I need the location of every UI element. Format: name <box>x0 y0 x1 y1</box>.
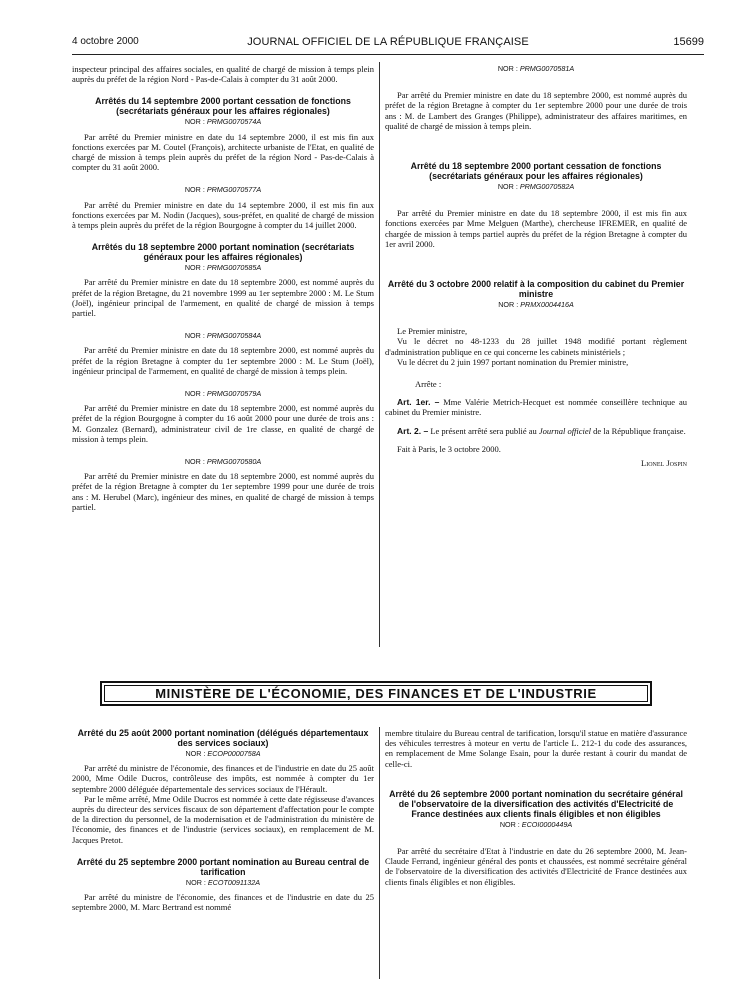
header-rule <box>72 54 704 55</box>
paragraph: Par arrêté du Premier ministre en date du 18 septembre 2000, est nommé auprès du préfet de la région Bretagne à compter du 1er septembre 1999 pour une durée de trois ans : M. Herubel (Marc), ingénieur des mines, en qualité de chargé de mission à temps partiel. <box>72 471 374 512</box>
nor-reference: NOR : ECOP0000758A <box>185 749 261 758</box>
nor-reference: NOR : PRMG0070584A <box>184 331 262 341</box>
nor-reference: NOR : PRMG0070579A <box>184 389 262 399</box>
article-2: Art. 2. – Le présent arrêté sera publié au Journal officiel de la République française. <box>397 425 686 436</box>
section-title: Arrêté du 25 août 2000 portant nomination (délégués départementaux des services sociaux) <box>77 728 369 748</box>
column-left-top <box>72 64 374 512</box>
column-right-bottom <box>385 728 687 887</box>
column-divider-top <box>379 62 380 647</box>
nor-reference: NOR : PRMG0070580A <box>184 457 262 467</box>
header-date: 4 octobre 2000 <box>72 36 139 47</box>
paragraph: Vu le décret du 2 juin 1997 portant nomination du Premier ministre, <box>397 356 629 367</box>
nor-reference: NOR : PRMG0070574A <box>184 117 262 127</box>
paragraph: membre titulaire du Bureau central de tarification, lorsqu'il statue en matière d'assurance des véhicules terrestres à moteur en vertu de l'article L. 212-1 du code des assurances, en remplacement de Mme Solange Esain, pour la durée restant à courir du mandat de celle-ci. <box>385 728 687 769</box>
column-left-bottom <box>72 728 374 912</box>
article-1: Art. 1er. – Mme Valérie Metrich-Hecquet est nommée conseillère technique au cabinet du Premier ministre. <box>385 397 687 418</box>
paragraph: Par arrêté du Premier ministre en date du 18 septembre 2000, il est mis fin aux fonctions exercées par Mme Melguen (Marthe), chercheuse IFREMER, en qualité de chargée de mission à temps partiel auprès du préfet de la région Bretagne à compter du 1er avril 2000. <box>385 208 687 249</box>
nor-reference: NOR : PRMG0070585A <box>184 263 262 273</box>
nor-reference: NOR : PRMX0004416A <box>498 300 574 310</box>
paragraph: Par arrêté du Premier ministre en date du 14 septembre 2000, il est mis fin aux fonctions exercées par M. Coutel (François), architecte urbaniste de l'Etat, en qualité de chargé de mission à temps plein auprès du préfet de la région Nord - Pas-de-Calais à compter du 31 août 2000. <box>72 131 374 173</box>
column-right-top <box>385 64 687 468</box>
paragraph: Par arrêté du Premier ministre en date du 18 septembre 2000, est nommé auprès du préfet de la région Bretagne à compter du 1er septembre 2000 : M. Le Stum (Joël), ingénieur principal de l'armement, en qualité de chargé de mission à temps plein. <box>72 345 374 376</box>
section-title: Arrêtés du 14 septembre 2000 portant cessation de fonctions (secrétariats généraux pour les affaires régionales) <box>95 96 351 117</box>
paragraph: Par le même arrêté, Mme Odile Ducros est nommée à cette date régisseuse d'avances auprès du directeur des services fiscaux de son département d'affectation pour le compte de la direction du personnel, de la modernisation et de l'administration du ministère de l'économie, des finances et de l'industrie (services sociaux), en remplacement de M. Jacques Pretot. <box>72 793 374 845</box>
paragraph: Le Premier ministre, <box>397 326 468 337</box>
column-divider-bottom <box>379 727 380 979</box>
section-title: Arrêté du 25 septembre 2000 portant nomination au Bureau central de tarification <box>76 856 370 877</box>
paragraph: inspecteur principal des affaires sociales, en qualité de chargé de mission à temps plein auprès du préfet de la région Nord - Pas-de-Calais à compter du 31 août 2000. <box>72 64 374 85</box>
paragraph: Par arrêté du ministre de l'économie, des finances et de l'industrie en date du 25 septembre 2000, M. Marc Bertrand est nommé <box>72 892 374 913</box>
ministry-banner: MINISTÈRE DE L'ÉCONOMIE, DES FINANCES ET DE L'INDUSTRIE <box>100 681 652 706</box>
nor-reference: NOR : ECOT0091132A <box>185 877 261 887</box>
section-title: Arrêtés du 18 septembre 2000 portant nomination (secrétariats généraux pour les affaires régionales) <box>91 242 355 263</box>
paragraph: Par arrêté du ministre de l'économie, des finances et de l'industrie en date du 25 août 2000, Mme Odile Ducros, contrôleuse des impôts, est nommée à compter du 1er septembre 2000 déléguée départementale des services sociaux de l'Hérault. <box>72 763 374 794</box>
page-header <box>72 36 704 52</box>
nor-reference: NOR : ECOI0000449A <box>499 819 573 829</box>
page-number: 15699 <box>673 36 704 48</box>
paragraph: Arrête : <box>415 379 442 390</box>
section-title: Arrêté du 3 octobre 2000 relatif à la composition du cabinet du Premier ministre <box>387 279 685 300</box>
paragraph: Vu le décret no 48-1233 du 28 juillet 1948 modifié portant règlement d'administration publique en ce qui concerne les cabinets ministériels ; <box>385 336 687 357</box>
nor-reference: NOR : PRMG0070577A <box>184 185 262 195</box>
nor-reference: NOR : PRMG0070582A <box>497 182 575 192</box>
paragraph: Fait à Paris, le 3 octobre 2000. <box>397 443 501 454</box>
signature: Lionel Jospin <box>641 458 687 469</box>
section-title: Arrêté du 18 septembre 2000 portant cessation de fonctions (secrétariats généraux pour les affaires régionales) <box>410 161 662 182</box>
paragraph: Par arrêté du Premier ministre en date du 18 septembre 2000, est nommé auprès du préfet de la région Bretagne, du 21 novembre 1999 au 1er septembre 2000 : M. Le Stum (Joël), ingénieur principal de l'armement, en qualité de chargé de mission à temps partiel. <box>72 277 374 319</box>
paragraph: Par arrêté du Premier ministre en date du 18 septembre 2000, est nommé auprès du préfet de la région Bourgogne à compter du 16 août 2000 pour une durée de trois ans : M. Gonzalez (Bernard), administrateur civil de 1re classe, en qualité de chargé de mission à temps plein. <box>72 403 374 444</box>
paragraph: Par arrêté du secrétaire d'Etat à l'industrie en date du 26 septembre 2000, M. Jean-Claude Ferrand, ingénieur général des ponts et chaussées, est nommé secrétaire général de l'observatoire de la diversification des activités d'Electricité de France destinées aux clients finals éligibles et non éligibles. <box>385 846 687 887</box>
paragraph: Par arrêté du Premier ministre en date du 18 septembre 2000, est nommé auprès du préfet de la région Bretagne à compter du 1er septembre 2000 pour une durée de trois ans : M. de Lambert des Granges (Philippe), administrateur des affaires maritimes, en qualité de chargé de mission à temps plein. <box>385 90 687 131</box>
section-title: Arrêté du 26 septembre 2000 portant nomination du secrétaire général de l'observatoire de la diversification des activités d'Electricité de France destinées aux clients finals éligibles et non éligibles <box>389 788 683 819</box>
paragraph: Par arrêté du Premier ministre en date du 14 septembre 2000, il est mis fin aux fonctions exercées par M. Nodin (Jacques), sous-préfet, en qualité de chargé de mission à temps plein auprès du préfet de la région Bourgogne à compter du 14 juillet 2000. <box>72 199 374 231</box>
journal-title: JOURNAL OFFICIEL DE LA RÉPUBLIQUE FRANÇAISE <box>247 36 529 48</box>
nor-reference: NOR : PRMG0070581A <box>497 64 575 73</box>
